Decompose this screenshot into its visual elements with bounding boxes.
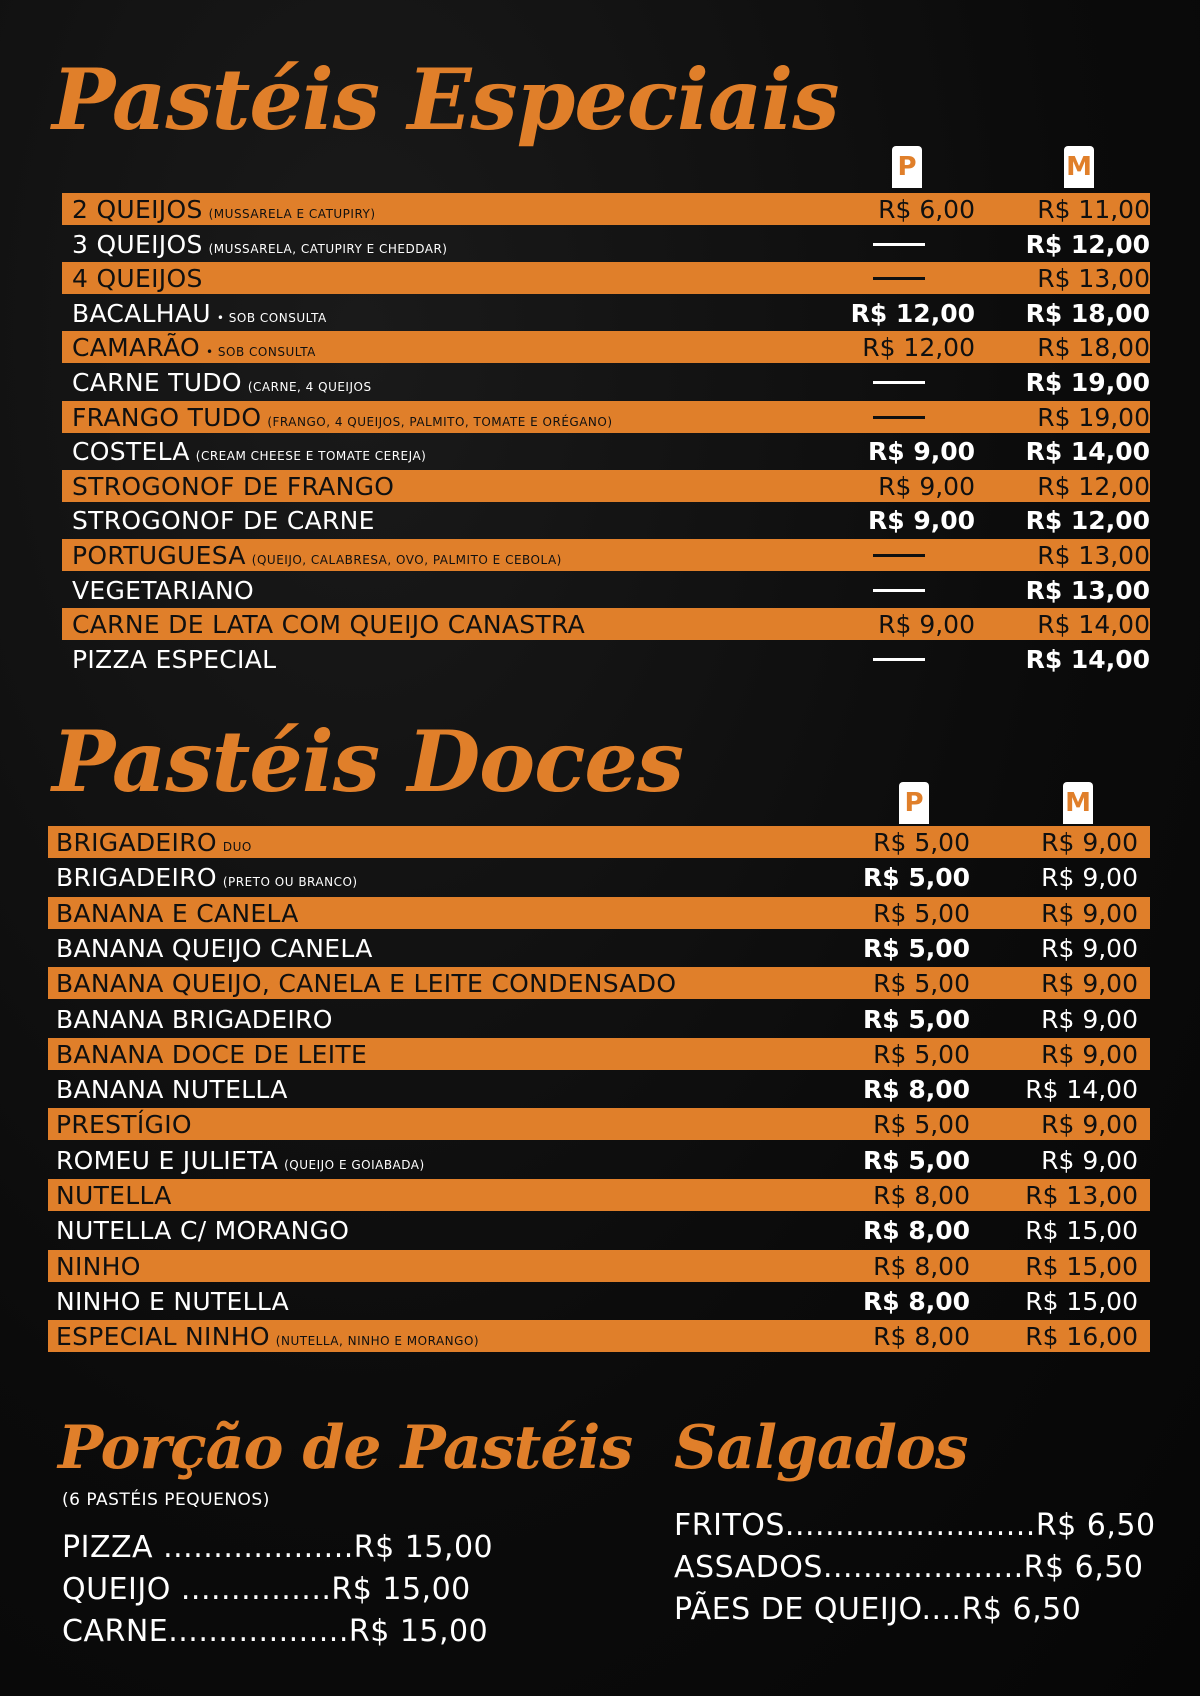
item-name-text: FRANGO TUDO (72, 402, 262, 432)
item-note: • SOB CONSULTA (216, 310, 327, 325)
item-name (72, 608, 585, 642)
price-p: R$ 5,00 (873, 828, 970, 857)
item-name (72, 366, 372, 404)
especiais-menu-row (62, 504, 1150, 536)
item-name-text: ESPECIAL NINHO (56, 1322, 270, 1352)
price-p: R$ 8,00 (862, 1216, 970, 1246)
especiais-size-m-badge: M (1064, 146, 1094, 188)
doces-title: Pastéis Doces (52, 712, 684, 811)
porcao-item-queijo: QUEIJO ...............R$ 15,00 (62, 1572, 471, 1607)
price-m: R$ 19,00 (1037, 402, 1150, 432)
salgados-title: Salgados (674, 1413, 968, 1483)
item-name-text: NINHO E NUTELLA (56, 1286, 290, 1316)
especiais-title: Pastéis Especiais (52, 50, 839, 149)
price-m: R$ 14,00 (1025, 644, 1150, 674)
item-name-text: BANANA NUTELLA (56, 1075, 288, 1105)
price-p: R$ 9,00 (878, 471, 975, 501)
price-m: R$ 15,00 (1025, 1251, 1138, 1281)
price-p: R$ 8,00 (862, 1075, 970, 1105)
especiais-menu-row (62, 331, 1150, 363)
item-name (72, 504, 375, 538)
item-name-text: BANANA BRIGADEIRO (56, 1004, 333, 1034)
especiais-menu-row (62, 193, 1150, 225)
price-unavailable-dash (873, 554, 925, 557)
price-m: R$ 14,00 (1025, 1075, 1138, 1105)
item-note: (MUSSARELA, CATUPIRY E CHEDDAR) (208, 241, 448, 256)
price-m: R$ 15,00 (1025, 1286, 1138, 1316)
price-p: R$ 6,00 (878, 195, 975, 224)
item-note: (QUEIJO E GOIABADA) (284, 1157, 425, 1172)
item-note: • SOB CONSULTA (206, 345, 316, 360)
doces-menu-row (48, 1214, 1150, 1246)
price-unavailable-dash (873, 658, 925, 661)
especiais-menu-row (62, 470, 1150, 502)
item-name (56, 1144, 425, 1182)
doces-menu-row (48, 932, 1150, 964)
doces-size-m-badge: M (1063, 782, 1093, 824)
price-m: R$ 16,00 (1025, 1322, 1138, 1352)
doces-menu-row (48, 1320, 1150, 1352)
item-name-text: NINHO (56, 1251, 141, 1281)
item-name-text: BANANA DOCE DE LEITE (56, 1039, 368, 1069)
especiais-menu-row (62, 574, 1150, 606)
item-name-text: 3 QUEIJOS (72, 229, 203, 259)
price-p: R$ 12,00 (862, 333, 975, 363)
price-p: R$ 8,00 (873, 1322, 970, 1352)
price-unavailable-dash (873, 589, 925, 592)
item-name-text: 2 QUEIJOS (72, 195, 203, 224)
item-name (56, 1003, 333, 1037)
price-p: R$ 9,00 (878, 610, 975, 640)
item-name (56, 1285, 289, 1319)
item-name-text: BRIGADEIRO (56, 828, 217, 857)
price-m: R$ 9,00 (1041, 1039, 1138, 1069)
doces-menu-row (48, 1003, 1150, 1035)
item-note: (FRANGO, 4 QUEIJOS, PALMITO, TOMATE E ORÉGANO) (267, 414, 613, 429)
price-m: R$ 12,00 (1025, 506, 1150, 536)
price-m: R$ 9,00 (1041, 1110, 1138, 1140)
item-note: (CARNE, 4 QUEIJOS (247, 380, 372, 394)
price-p: R$ 8,00 (873, 1181, 970, 1210)
doces-size-p-badge: P (899, 782, 929, 824)
item-name (56, 1214, 349, 1248)
item-name-text: NUTELLA (56, 1181, 172, 1210)
item-name (56, 1108, 192, 1142)
price-m: R$ 12,00 (1025, 229, 1150, 259)
doces-menu-row (48, 1108, 1150, 1140)
item-name (72, 331, 316, 369)
item-name-text: CAMARÃO (72, 333, 201, 363)
price-m: R$ 19,00 (1025, 368, 1150, 397)
item-name-text: STROGONOF DE FRANGO (72, 471, 395, 501)
salgados-item-paes-de-queijo: PÃES DE QUEIJO....R$ 6,50 (674, 1592, 1082, 1627)
price-p: R$ 5,00 (862, 1145, 970, 1175)
price-m: R$ 9,00 (1041, 863, 1138, 893)
especiais-menu-row (62, 228, 1150, 260)
porcao-subtitle: (6 PASTÉIS PEQUENOS) (62, 1490, 270, 1510)
item-name (72, 574, 254, 608)
item-name-text: COSTELA (72, 437, 190, 467)
price-m: R$ 14,00 (1025, 437, 1150, 467)
doces-menu-row (48, 1285, 1150, 1317)
price-m: R$ 18,00 (1037, 333, 1150, 363)
especiais-menu-row (62, 643, 1150, 675)
price-m: R$ 13,00 (1025, 575, 1150, 605)
price-unavailable-dash (873, 277, 925, 280)
item-note: (PRETO OU BRANCO) (222, 875, 358, 890)
doces-menu-row (48, 1179, 1150, 1211)
doces-menu-row (48, 1144, 1150, 1176)
especiais-menu-row (62, 401, 1150, 433)
price-p: R$ 5,00 (873, 898, 970, 928)
item-note: DUO (222, 840, 252, 854)
price-p: R$ 9,00 (867, 506, 975, 536)
price-p: R$ 12,00 (850, 298, 975, 328)
item-name (56, 861, 358, 899)
item-name-text: STROGONOF DE CARNE (72, 506, 375, 536)
item-note: (CREAM CHEESE E TOMATE CEREJA) (195, 449, 427, 464)
porcao-title: Porção de Pastéis (58, 1413, 633, 1483)
item-note: (MUSSARELA E CATUPIRY) (208, 207, 376, 221)
item-name (56, 1038, 367, 1072)
price-m: R$ 9,00 (1041, 828, 1138, 857)
item-name (56, 932, 373, 966)
item-name (56, 1320, 479, 1358)
item-name-text: 4 QUEIJOS (72, 264, 203, 294)
price-m: R$ 9,00 (1041, 969, 1138, 999)
item-name (72, 643, 276, 677)
doces-menu-row (48, 1250, 1150, 1282)
doces-menu-row (48, 897, 1150, 929)
item-name (56, 1179, 172, 1213)
salgados-item-fritos: FRITOS.........................R$ 6,50 (674, 1508, 1156, 1543)
item-name-text: CARNE TUDO (72, 368, 242, 397)
price-m: R$ 15,00 (1025, 1216, 1138, 1246)
especiais-menu-row (62, 297, 1150, 329)
price-p: R$ 5,00 (873, 1039, 970, 1069)
price-p: R$ 8,00 (862, 1286, 970, 1316)
item-name-text: PORTUGUESA (72, 541, 246, 570)
price-m: R$ 9,00 (1041, 933, 1138, 963)
price-unavailable-dash (873, 416, 925, 419)
especiais-menu-row (62, 435, 1150, 467)
price-p: R$ 5,00 (873, 969, 970, 999)
price-m: R$ 9,00 (1041, 1145, 1138, 1175)
price-p: R$ 9,00 (867, 437, 975, 467)
item-name-text: CARNE DE LATA COM QUEIJO CANASTRA (72, 610, 586, 640)
price-p: R$ 5,00 (862, 933, 970, 963)
item-name (72, 401, 613, 439)
doces-menu-row (48, 967, 1150, 999)
price-m: R$ 11,00 (1037, 195, 1150, 224)
especiais-menu-row (62, 539, 1150, 571)
especiais-menu-row (62, 608, 1150, 640)
item-name-text: PIZZA ESPECIAL (72, 644, 277, 674)
item-name-text: BANANA E CANELA (56, 898, 299, 928)
price-m: R$ 9,00 (1041, 898, 1138, 928)
especiais-menu-row (62, 262, 1150, 294)
item-name (72, 297, 327, 335)
price-unavailable-dash (873, 381, 925, 384)
price-m: R$ 18,00 (1025, 298, 1150, 328)
item-name (56, 826, 252, 864)
item-name (56, 1073, 288, 1107)
item-name (56, 1250, 141, 1284)
item-name-text: PRESTÍGIO (56, 1110, 192, 1140)
price-m: R$ 13,00 (1037, 541, 1150, 570)
item-name-text: NUTELLA C/ MORANGO (56, 1216, 350, 1246)
item-note: (NUTELLA, NINHO E MORANGO) (275, 1334, 480, 1349)
doces-menu-row (48, 1073, 1150, 1105)
porcao-item-carne: CARNE..................R$ 15,00 (62, 1614, 489, 1649)
item-name-text: ROMEU E JULIETA (56, 1145, 279, 1175)
item-name-text: BANANA QUEIJO, CANELA E LEITE CONDENSADO (56, 969, 677, 999)
price-m: R$ 13,00 (1025, 1181, 1138, 1210)
item-name-text: BRIGADEIRO (56, 863, 217, 893)
item-name-text: BANANA QUEIJO CANELA (56, 933, 373, 963)
doces-menu-row (48, 861, 1150, 893)
item-name (72, 435, 426, 473)
porcao-item-pizza: PIZZA ...................R$ 15,00 (62, 1530, 494, 1565)
salgados-item-assados: ASSADOS....................R$ 6,50 (674, 1550, 1144, 1585)
item-name-text: BACALHAU (72, 298, 211, 328)
price-p: R$ 8,00 (873, 1251, 970, 1281)
price-m: R$ 12,00 (1037, 471, 1150, 501)
especiais-menu-row (62, 366, 1150, 398)
item-name-text: VEGETARIANO (72, 575, 255, 605)
doces-menu-row (48, 1038, 1150, 1070)
item-name (72, 470, 394, 504)
price-unavailable-dash (873, 243, 925, 246)
item-name (72, 228, 447, 266)
price-p: R$ 5,00 (862, 1004, 970, 1034)
price-p: R$ 5,00 (873, 1110, 970, 1140)
especiais-size-p-badge: P (892, 146, 922, 188)
item-name (72, 262, 203, 296)
item-name (56, 967, 676, 1001)
price-m: R$ 9,00 (1041, 1004, 1138, 1034)
item-note: (QUEIJO, CALABRESA, OVO, PALMITO E CEBOLA) (251, 553, 562, 567)
item-name (72, 193, 376, 231)
item-name (72, 539, 562, 577)
doces-menu-row (48, 826, 1150, 858)
price-m: R$ 13,00 (1037, 264, 1150, 294)
price-m: R$ 14,00 (1037, 610, 1150, 640)
item-name (56, 897, 299, 931)
price-p: R$ 5,00 (862, 863, 970, 893)
